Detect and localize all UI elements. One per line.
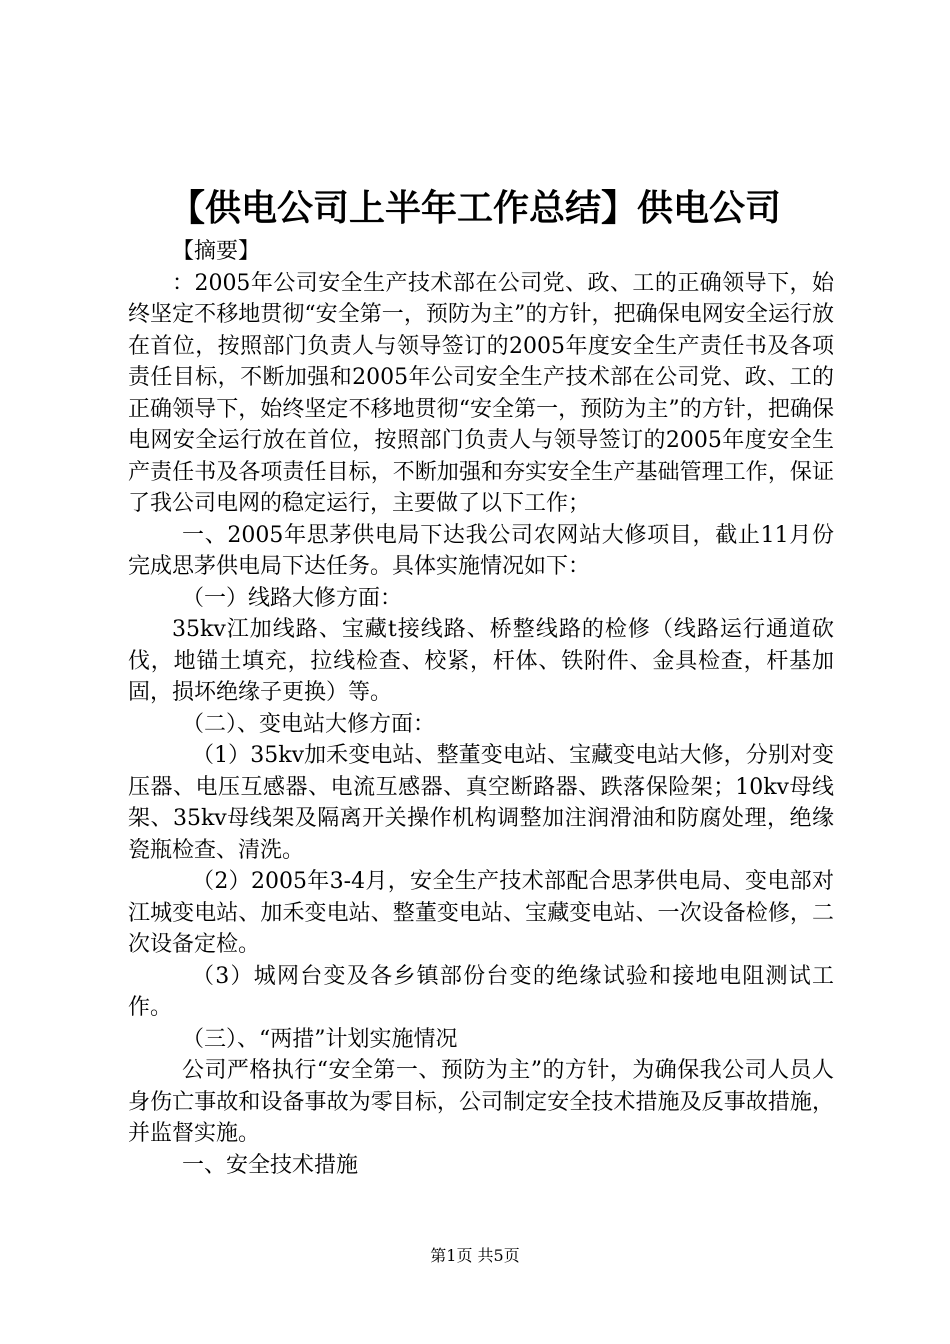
page-footer: 第1页 共5页 [430,1246,520,1265]
substation-item-1: （1）35kv加禾变电站、整董变电站、宝藏变电站大修，分别对变压器、电压互感器、电流互感器、真空断路器、跌落保险架；10kv母线架、35kv母线架及隔离开关操作机构调整加注润滑油和防腐处理，绝缘瓷瓶检查、清洗。 [128,743,834,863]
safety-technical-measures-heading: 一、安全技术措施 [182,1152,359,1178]
line-overhaul-paragraph: 35kv江加线路、宝藏t接线路、桥整线路的检修（线路运行通道砍伐，地锚土填充，拉线检查、校紧，杆体、铁附件、金具检查，杆基加固，损坏绝缘子更换）等。 [128,617,834,705]
abstract-paragraph: ：2005年公司安全生产技术部在公司党、政、工的正确领导下，始终坚定不移地贯彻“安全第一，预防为主”的方针，把确保电网安全运行放在首位，按照部门负责人与领导签订的2005年度安全生产责任书及各项责任目标，不断加强和2005年公司安全生产技术部在公司党、政、工的正确领导下，始终坚定不移地贯彻“安全第一，预防为主”的方针，把确保电网安全运行放在首位，按照部门负责人与领导签订的2005年度安全生产责任书及各项责任目标，不断加强和夯实安全生产基础管理工作，保证了我公司电网的稳定运行，主要做了以下工作； [128,270,834,516]
abstract-heading: 【摘要】 [172,239,261,264]
two-measures-paragraph: 公司严格执行“安全第一、预防为主”的方针，为确保我公司人员人身伤亡事故和设备事故为零目标，公司制定安全技术措施及反事故措施，并监督实施。 [128,1058,834,1146]
subsection-line-overhaul-heading: （一）线路大修方面： [182,585,403,611]
substation-item-2: （2）2005年3-4月，安全生产技术部配合思茅供电局、变电部对江城变电站、加禾变电站、整董变电站、宝藏变电站、一次设备检修，二次设备定检。 [128,869,834,957]
substation-item-3: （3）城网台变及各乡镇部份台变的绝缘试验和接地电阻测试工作。 [128,963,834,1020]
section-1-intro: 一、2005年思茅供电局下达我公司农网站大修项目，截止11月份完成思茅供电局下达任务。具体实施情况如下： [128,522,834,579]
subsection-two-measures-heading: （三）、“两措”计划实施情况 [182,1026,458,1052]
document-body [128,236,834,1181]
subsection-substation-overhaul-heading: （二）、变电站大修方面： [182,711,436,737]
document-title: 【供电公司上半年工作总结】供电公司 [168,187,781,229]
